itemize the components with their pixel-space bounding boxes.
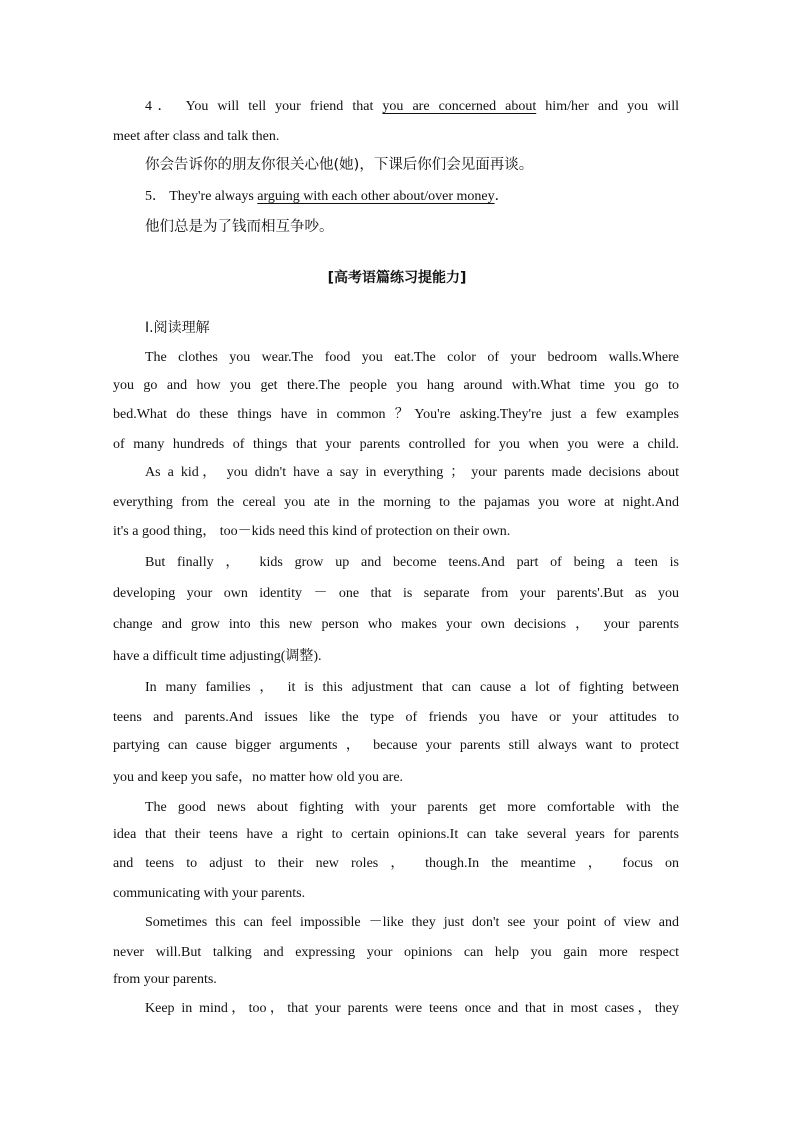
exercise-item-4-line-2: meet after class and talk then. <box>113 129 280 144</box>
item-number: 4． <box>145 99 178 114</box>
exercise-item-5 <box>145 187 679 207</box>
item-text: They're always <box>169 189 258 204</box>
item-number: 5． <box>145 189 166 204</box>
answer-underlined: you are concerned about <box>382 99 537 114</box>
passage-line: The good news about fighting with your parents get more comfortable with the <box>145 800 679 815</box>
passage-line: you go and how you get there.The people you hang around with.What time you go to <box>113 378 679 393</box>
passage-line: change and grow into this new person who makes your own decisions ， your parents <box>113 617 679 632</box>
passage-line: developing your own identity － one that is separate from your parents'.But as you <box>113 586 679 601</box>
passage-line: never will.But talking and expressing your opinions can help you gain more respect <box>113 945 679 960</box>
passage-line: In many families ， it is this adjustment that can cause a lot of fighting between <box>145 680 679 695</box>
passage-line: of many hundreds of things that your parents controlled for you when you were a child. <box>113 437 679 452</box>
passage-line: you and keep you safe，no matter how old you are. <box>113 770 404 785</box>
passage-line: and teens to adjust to their new roles ， though.In the meantime ， focus on <box>113 856 679 871</box>
passage-line: from your parents. <box>113 972 217 987</box>
subsection-title: Ⅰ.阅读理解 <box>145 320 210 336</box>
exercise-item-5-translation: 他们总是为了钱而相互争吵。 <box>145 219 334 235</box>
exercise-item-4-translation: 你会告诉你的朋友你很关心他(她)，下课后你们会见面再谈。 <box>145 157 534 173</box>
passage-line: As a kid， you didn't have a say in everything ； your parents made decisions about <box>145 465 679 480</box>
passage-line: Sometimes this can feel impossible －like they just don't see your point of view and <box>145 915 679 930</box>
passage-line: idea that their teens have a right to certain opinions.It can take several years for parents <box>113 827 679 842</box>
passage-line: bed.What do these things have in common ？You're asking.They're just a few examples <box>113 407 679 422</box>
passage-line: The clothes you wear.The food you eat.The color of your bedroom walls.Where <box>145 350 679 365</box>
passage-line: Keep in mind，too，that your parents were teens once and that in most cases，they <box>145 1001 679 1016</box>
item-text: You will tell your friend that <box>185 99 383 114</box>
exercise-item-4-line-1 <box>145 97 679 117</box>
passage-line: have a difficult time adjusting(调整). <box>113 649 322 664</box>
passage-line: everything from the cereal you ate in the morning to the pajamas you wore at night.And <box>113 495 679 510</box>
answer-underlined: arguing with each other about/over money <box>257 189 495 204</box>
item-text-rest: ． <box>494 189 509 204</box>
passage-line: communicating with your parents. <box>113 886 306 901</box>
section-title: [高考语篇练习提能力] <box>327 270 467 286</box>
passage-line: it's a good thing， too－kids need this kind of protection on their own. <box>113 524 511 539</box>
passage-line: But finally ， kids grow up and become teens.And part of being a teen is <box>145 555 679 570</box>
item-text-rest: him/her and you will <box>536 99 679 114</box>
passage-line: partying can cause bigger arguments ， because your parents still always want to protect <box>113 738 679 753</box>
passage-line: teens and parents.And issues like the type of friends you have or your attitudes to <box>113 710 679 725</box>
